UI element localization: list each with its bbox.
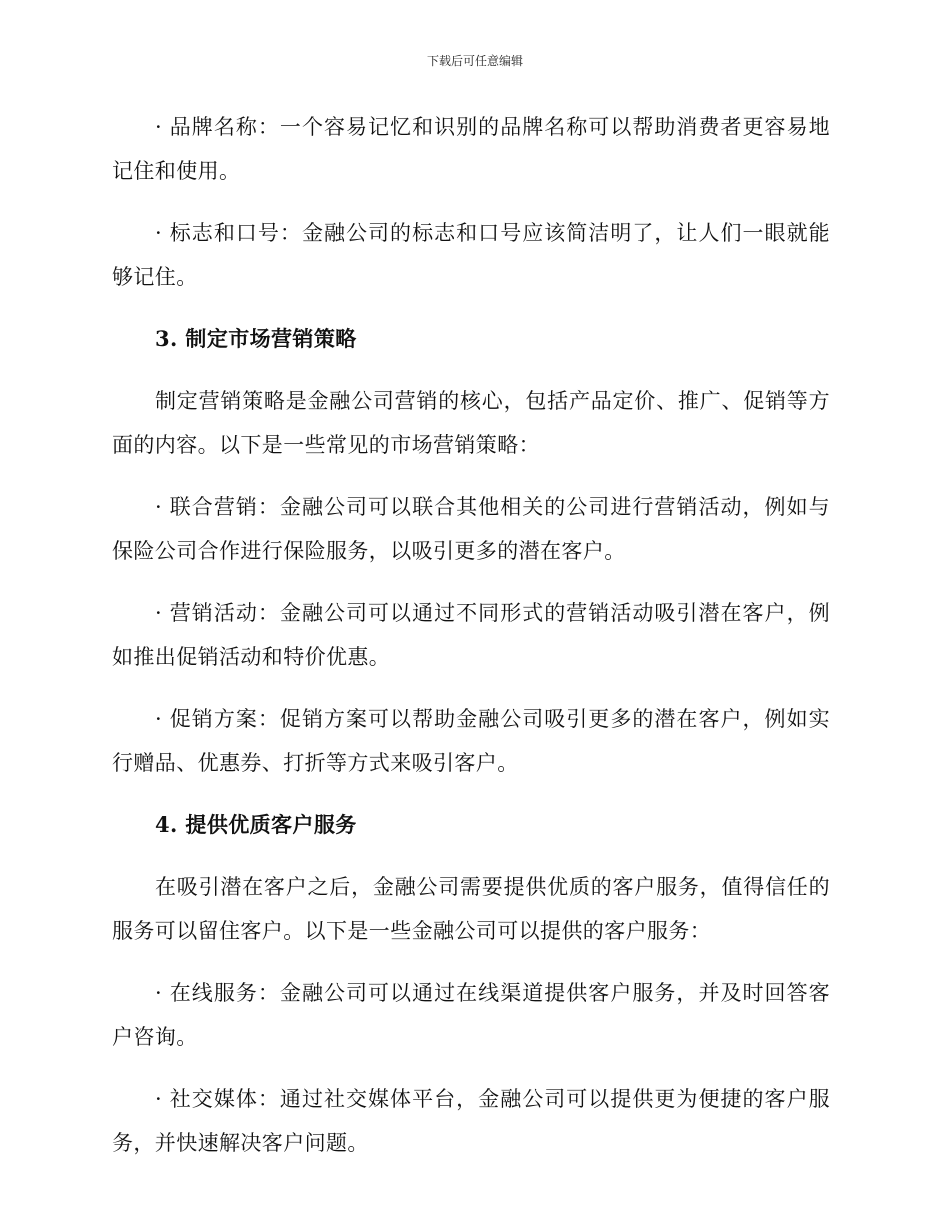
bullet-logo-slogan: · 标志和口号：金融公司的标志和口号应该简洁明了，让人们一眼就能够记住。	[112, 221, 830, 289]
bullet-brand-name: · 品牌名称：一个容易记忆和识别的品牌名称可以帮助消费者更容易地记住和使用。	[112, 115, 830, 183]
bullet-promotion-plan: · 促销方案：促销方案可以帮助金融公司吸引更多的潜在客户，例如实行赠品、优惠券、打折等方式来吸引客户。	[112, 707, 830, 775]
bullet-joint-marketing: · 联合营销：金融公司可以联合其他相关的公司进行营销活动，例如与保险公司合作进行保险服务，以吸引更多的潜在客户。	[112, 495, 830, 563]
bullet-marketing-activities: · 营销活动：金融公司可以通过不同形式的营销活动吸引潜在客户，例如推出促销活动和特价优惠。	[112, 601, 830, 669]
page-header-note: 下载后可任意编辑	[426, 54, 523, 68]
bullet-social-media: · 社交媒体：通过社交媒体平台，金融公司可以提供更为便捷的客户服务，并快速解决客户问题。	[112, 1087, 830, 1155]
section-heading-4: 4. 提供优质客户服务	[155, 812, 357, 837]
document-body	[112, 105, 830, 1183]
bullet-online-service: · 在线服务：金融公司可以通过在线渠道提供客户服务，并及时回答客户咨询。	[112, 981, 830, 1049]
paragraph-marketing-strategy: 制定营销策略是金融公司营销的核心，包括产品定价、推广、促销等方面的内容。以下是一些常见的市场营销策略：	[112, 389, 830, 457]
paragraph-customer-service: 在吸引潜在客户之后，金融公司需要提供优质的客户服务，值得信任的服务可以留住客户。以下是一些金融公司可以提供的客户服务：	[112, 875, 830, 943]
section-heading-3: 3. 制定市场营销策略	[155, 326, 357, 351]
